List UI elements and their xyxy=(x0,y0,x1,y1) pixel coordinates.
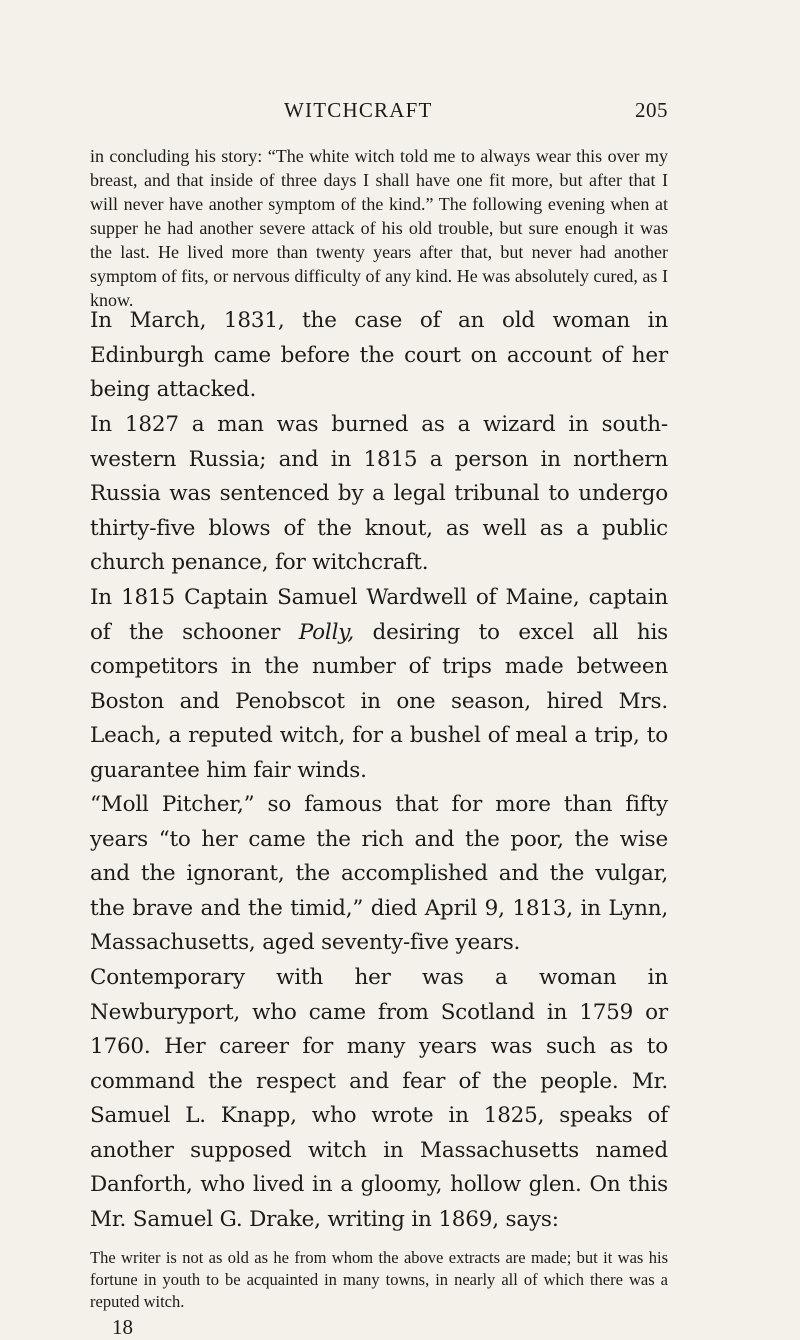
page-number: 205 xyxy=(635,98,668,122)
paragraph-concluding-story: in concluding his story: “The white witch told me to always wear this over my breast, and that inside of three days I shall have one fit more, but after that I will never have another symptom of the kind.” The following evening when at supper he had another severe attack of his old trouble, but sure enough it was the last. He lived more than twenty years after that, but never had another symptom of fits, or nervous difficulty of any kind. He was absolutely cured, as I know. xyxy=(90,146,668,310)
p4-after: desiring to excel all his competitors in the number of trips made between Boston and Penobscot in one season, hired Mrs. Leach, a reputed witch, for a bushel of meal a trip, to guarantee him fair winds. xyxy=(90,619,668,783)
running-head: WITCHCRAFT xyxy=(284,98,433,122)
signature-mark: 18 xyxy=(112,1315,133,1339)
page-header xyxy=(284,98,668,128)
footnote: The writer is not as old as he from whom the above extracts are made; but it was his fortune in youth to be acquainted in many towns, in nearly all of which there was a reputed witch. xyxy=(90,1248,668,1311)
paragraph-russia-wizard: In 1827 a man was burned as a wizard in south-western Russia; and in 1815 a person in northern Russia was sentenced by a legal tribunal to undergo thirty-five blows of the knout, as well as a public church penance, for witchcraft. xyxy=(90,412,668,575)
paragraph-newburyport-woman: Contemporary with her was a woman in Newburyport, who came from Scotland in 1759 or 1760. Her career for many years was such as to command the respect and fear of the people. Mr. Samuel L. Knapp, who wrote in 1825, speaks of another supposed witch in Massachusetts named Danforth, who lived in a gloomy, hollow glen. On this Mr. Samuel G. Drake, writing in 1869, says: xyxy=(90,965,668,1232)
paragraph-captain-wardwell xyxy=(90,581,668,788)
schooner-name: Polly, xyxy=(298,619,354,645)
p4-before: In 1815 Captain Samuel Wardwell of Maine, captain of the schooner xyxy=(90,585,668,645)
paragraph-moll-pitcher: “Moll Pitcher,” so famous that for more than fifty years “to her came the rich and the poor, the wise and the ignorant, the accomplished and the vulgar, the brave and the timid,” died April 9, 1813, in Lynn, Massachusetts, aged seventy-five years. xyxy=(90,792,668,955)
paragraph-edinburgh-case: In March, 1831, the case of an old woman in Edinburgh came before the court on account of her being attacked. xyxy=(90,308,668,402)
